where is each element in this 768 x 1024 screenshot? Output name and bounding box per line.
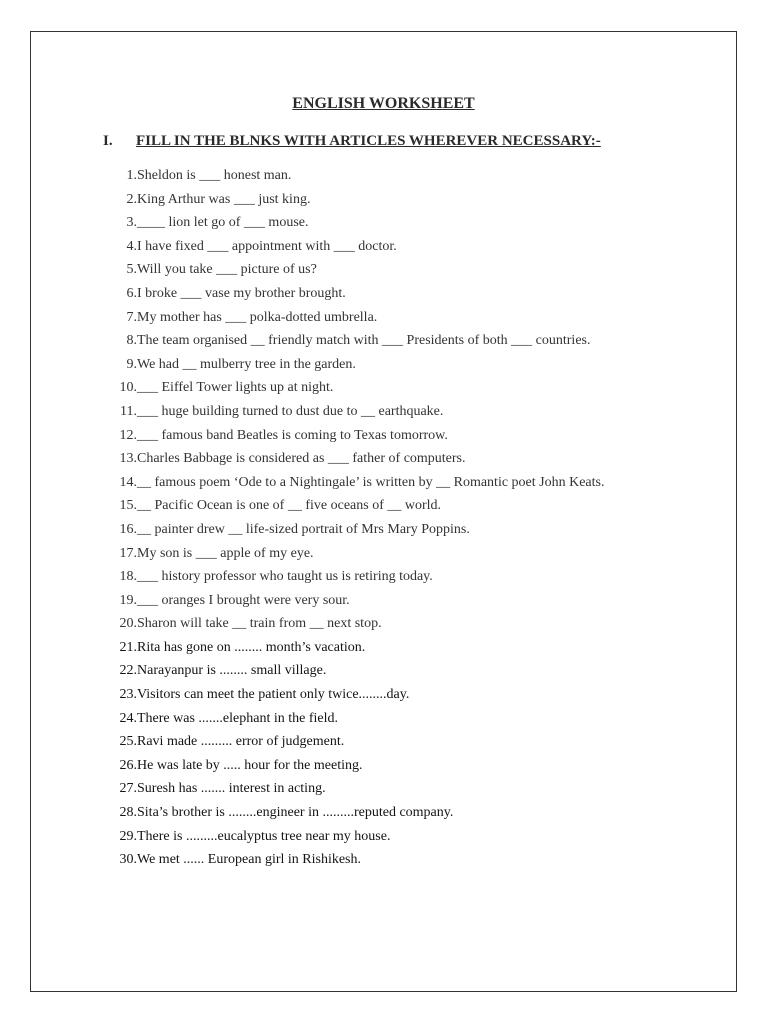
question-item [103,261,317,285]
question-list [103,167,605,875]
question-item [103,545,314,569]
question-text: ___ oranges I brought were very sour. [137,592,350,608]
question-number: 18. [119,569,137,585]
question-number: 8. [126,333,137,349]
question-text: Will you take ___ picture of us? [137,262,317,278]
question-text: Charles Babbage is considered as ___ father of computers. [137,451,466,467]
question-item [103,733,345,757]
question-number: 12. [119,427,137,443]
question-number: 16. [119,521,137,537]
question-item [103,804,454,828]
question-text: My son is ___ apple of my eye. [137,545,314,561]
question-number: 9. [126,356,137,372]
question-text: ___ famous band Beatles is coming to Texas tomorrow. [137,427,448,443]
question-text: Visitors can meet the patient only twice........day. [137,687,410,703]
question-item [103,828,391,852]
question-item [103,710,338,734]
question-number: 3. [126,215,137,231]
question-number: 20. [119,616,137,632]
question-text: __ painter drew __ life-sized portrait of Mrs Mary Poppins. [137,521,470,537]
question-text: __ Pacific Ocean is one of __ five oceans of __ world. [137,498,442,514]
question-item [103,757,363,781]
question-item [103,356,356,380]
question-text: He was late by ..... hour for the meeting. [137,757,363,773]
question-number: 2. [126,191,137,207]
question-text: ___ huge building turned to dust due to __ earthquake. [137,403,444,419]
question-number: 10. [119,380,137,396]
question-item [103,780,326,804]
question-number: 29. [119,828,137,844]
question-number: 21. [119,639,137,655]
page-title: ENGLISH WORKSHEET [292,95,475,112]
question-number: 15. [119,498,137,514]
question-item [103,285,346,309]
section-number: I. [103,133,113,149]
question-text: Sita’s brother is ........engineer in .........reputed company. [137,805,454,821]
section-heading [103,133,601,150]
question-number: 25. [119,734,137,750]
question-number: 1. [126,168,137,183]
worksheet-page [30,31,737,992]
question-number: 5. [126,262,137,278]
question-text: __ famous poem ‘Ode to a Nightingale’ is written by __ Romantic poet John Keats. [137,474,605,490]
question-item [103,497,442,521]
question-text: There was .......elephant in the field. [137,710,338,726]
question-item [103,403,444,427]
question-item [103,662,327,686]
question-number: 17. [119,545,137,561]
question-number: 4. [126,238,137,254]
question-item [103,686,410,710]
question-text: ___ Eiffel Tower lights up at night. [137,380,334,396]
question-item [103,379,334,403]
question-number: 14. [119,474,137,490]
section-heading-text: FILL IN THE BLNKS WITH ARTICLES WHEREVER NECESSARY:- [136,133,601,149]
question-text: There is .........eucalyptus tree near my house. [137,828,391,844]
question-item [103,474,605,498]
question-number: 24. [119,710,137,726]
question-text: Narayanpur is ........ small village. [137,663,327,679]
question-item [103,427,448,451]
question-item [103,238,397,262]
question-text: Ravi made ......... error of judgement. [137,734,345,750]
question-item [103,615,382,639]
question-text: King Arthur was ___ just king. [137,191,311,207]
question-text: Sharon will take __ train from __ next stop. [137,616,382,632]
question-item [103,309,378,333]
question-number: 23. [119,687,137,703]
question-text: The team organised __ friendly match with ___ Presidents of both ___ countries. [137,333,591,349]
question-number: 30. [119,852,137,868]
question-item [103,191,311,215]
question-number: 13. [119,451,137,467]
question-text: I have fixed ___ appointment with ___ doctor. [137,238,397,254]
question-number: 7. [126,309,137,325]
question-number: 6. [126,285,137,301]
question-text: I broke ___ vase my brother brought. [137,285,346,301]
question-item [103,332,591,356]
question-number: 28. [119,805,137,821]
question-text: Sheldon is ___ honest man. [137,168,292,183]
question-text: We had __ mulberry tree in the garden. [137,356,356,372]
question-item [103,851,361,875]
question-item [103,521,470,545]
question-item [103,167,292,191]
question-text: ____ lion let go of ___ mouse. [137,215,309,231]
question-item [103,639,366,663]
question-number: 27. [119,781,137,797]
question-number: 19. [119,592,137,608]
question-text: Suresh has ....... interest in acting. [137,781,326,797]
question-text: Rita has gone on ........ month’s vacation. [137,639,366,655]
question-text: We met ...... European girl in Rishikesh. [137,852,361,868]
question-item [103,592,350,616]
question-item [103,568,433,592]
question-number: 11. [120,403,137,419]
question-item [103,214,309,238]
question-text: ___ history professor who taught us is retiring today. [137,569,433,585]
question-number: 22. [119,663,137,679]
question-text: My mother has ___ polka-dotted umbrella. [137,309,378,325]
question-number: 26. [119,757,137,773]
question-item [103,450,466,474]
